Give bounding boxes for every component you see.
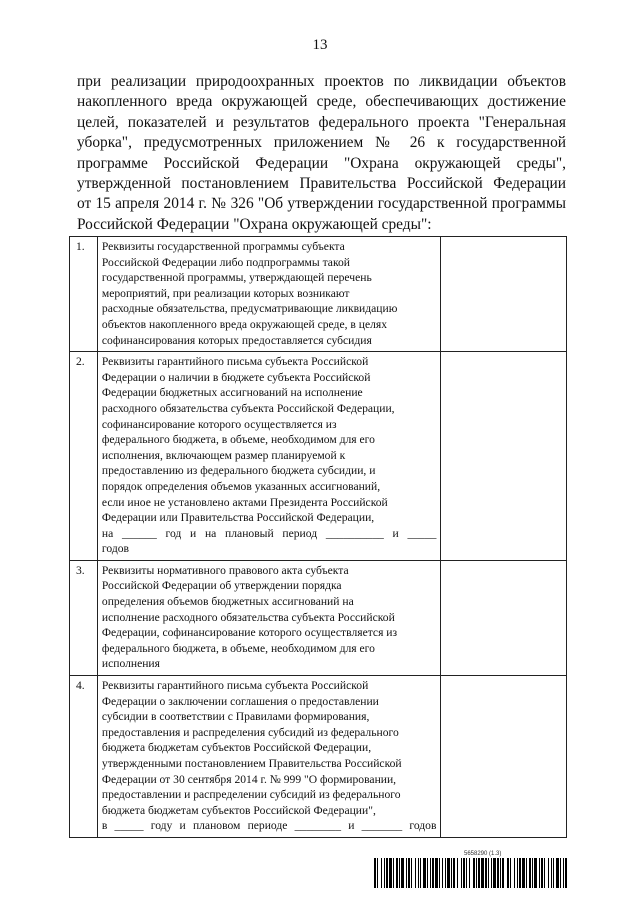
intro-line: целей, показателей и результатов федерального проекта "Генеральная (77, 113, 566, 131)
row-description-line: Федерации от 30 сентября 2014 г. № 999 "О формировании, (101, 772, 397, 786)
row-value-cell (441, 352, 567, 561)
row-description-line: Реквизиты гарантийного письма субъекта Российской (101, 679, 369, 693)
intro-line: накопленного вреда окружающей среде, обеспечивающих достижение (77, 93, 566, 111)
row-value-cell (441, 560, 567, 675)
row-description-line: исполнения (101, 657, 160, 671)
row-description-line: если иное не установлено актами Президента Российской (101, 495, 388, 509)
row-description-line: софинансирование которого осуществляется из (101, 417, 337, 431)
table-row (70, 676, 567, 838)
intro-line: уборка", предусмотренных приложением № 26 к государственной (77, 134, 566, 152)
row-description-line: Федерации о наличии в бюджете субъекта Российской (101, 370, 371, 384)
row-description-line: государственной программы, утверждающей перечень (101, 271, 372, 285)
document-id: 5658290 (1.3) (464, 851, 502, 857)
row-description-line: в _____ году и плановом периоде ________ и _______ годов (101, 819, 437, 833)
row-description-line: Реквизиты гарантийного письма субъекта Российской (101, 355, 369, 369)
row-description-line: федерального бюджета, в объеме, необходимом для его (101, 641, 375, 655)
row-description-line: софинансирования которых предоставляется субсидия (101, 333, 372, 347)
page-number: 13 (312, 37, 328, 53)
row-description-line: определения объемов бюджетных ассигнований на (101, 595, 354, 609)
table-row (70, 352, 567, 561)
row-description-line: Реквизиты государственной программы субъекта (101, 240, 345, 253)
row-description-line: бюджета бюджетам субъектов Российской Федерации, (101, 741, 372, 755)
row-number: 1. (70, 237, 98, 352)
row-number: 2. (70, 352, 98, 561)
row-description-line: предоставлении и распределении субсидий из федерального (101, 788, 401, 802)
row-description-line: Реквизиты нормативного правового акта субъекта (101, 563, 349, 577)
row-description-line: Федерации бюджетных ассигнований на исполнение (101, 386, 363, 400)
row-description-line: субсидии в соответствии с Правилами формирования, (101, 710, 370, 724)
row-description-line: Федерации о заключении соглашения о предоставлении (101, 694, 379, 708)
intro-line: Российской Федерации "Охрана окружающей среды": (77, 215, 432, 233)
row-description (97, 237, 441, 352)
row-description-line: исполнения, включающем размер планируемой к (101, 448, 346, 462)
intro-paragraph (77, 72, 566, 235)
row-description (97, 676, 441, 838)
row-description (97, 560, 441, 675)
row-description-line: порядок определения объемов указанных ассигнований, (101, 479, 381, 493)
row-description-line: утвержденными постановлением Правительства Российской (101, 757, 402, 770)
row-description-line: мероприятий, при реализации которых возникают (101, 286, 350, 300)
row-description-line: предоставления и распределения субсидий из федерального (101, 725, 399, 739)
row-description-line: объектов накопленного вреда окружающей среде, в целях (101, 317, 388, 331)
row-description-line: Российской Федерации либо подпрограммы такой (101, 255, 350, 269)
row-description-line: предоставлению из федерального бюджета субсидии, и (101, 464, 376, 478)
row-description-line: исполнение расходного обязательства субъекта Российской (101, 610, 395, 624)
row-value-cell (441, 237, 567, 352)
table-row (70, 560, 567, 675)
barcode-image (374, 858, 568, 888)
row-description-line: расходные обязательства, предусматривающие ликвидацию (101, 302, 398, 316)
row-value-cell (441, 676, 567, 838)
intro-line: от 15 апреля 2014 г. № 326 "Об утверждении государственной программы (77, 195, 566, 213)
row-description-line: на ______ год и на плановый период __________ и _____ (101, 526, 437, 540)
intro-line: при реализации природоохранных проектов по ликвидации объектов (77, 73, 566, 90)
row-description-line: федерального бюджета, в объеме, необходимом для его (101, 433, 375, 447)
row-description-line: Российской Федерации об утверждении порядка (101, 579, 342, 593)
requisites-table (69, 236, 567, 838)
row-description-line: Федерации, софинансирование которого осуществляется из (101, 626, 398, 640)
row-description-line: годов (101, 542, 129, 556)
row-number: 3. (70, 560, 98, 675)
row-description-line: Федерации или Правительства Российской Федерации, (101, 511, 375, 525)
row-description-line: расходного обязательства субъекта Российской Федерации, (101, 401, 395, 415)
intro-line: программе Российской Федерации "Охрана окружающей среды", (77, 154, 566, 172)
row-number: 4. (70, 676, 98, 838)
row-description (97, 352, 441, 561)
table-row (70, 237, 567, 352)
row-description-line: бюджета бюджетам субъектов Российской Федерации", (101, 803, 376, 817)
intro-line: утвержденной постановлением Правительства Российской Федерации (77, 175, 566, 193)
